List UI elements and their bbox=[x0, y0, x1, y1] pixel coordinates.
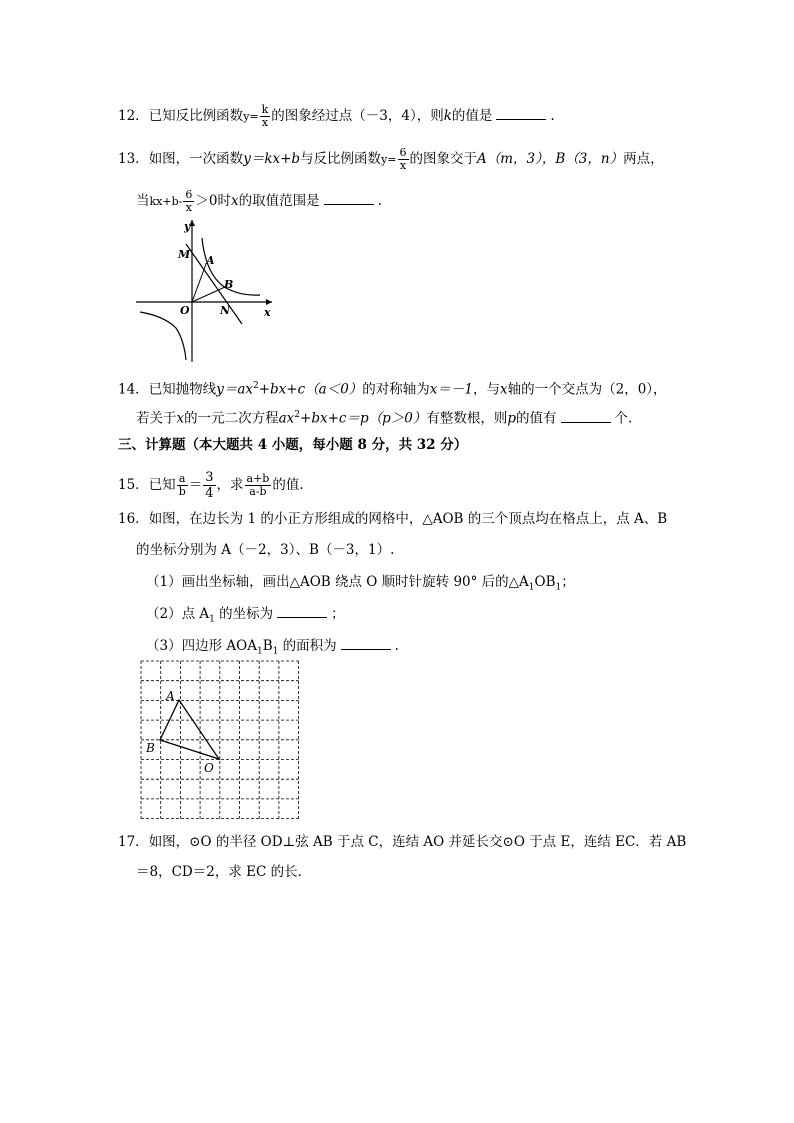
q13-inequality-fraction: $\frac{6}{x}$ bbox=[185, 188, 193, 214]
question-16-part3: （3）四边形 $AOA_1B_1$ 的面积为 . bbox=[146, 638, 399, 657]
triangle-AOB bbox=[160, 700, 219, 759]
question-12: 12．已知反比例函数y= $\frac{k}{x}$ 的图象经过点（－3，4），则k的值是 . bbox=[118, 103, 555, 129]
section-3-heading: 三、计算题（本大题共 4 小题，每小题 8 分，共 32 分） bbox=[118, 437, 468, 453]
q16-grid-figure bbox=[140, 660, 302, 822]
question-13: 13．如图，一次函数y＝kx+b与反比例函数y= $\frac{6}{x}$ 的图象交于A（m，3），B（3，n）两点， bbox=[118, 146, 664, 172]
q13-fraction: $\frac{6}{x}$ bbox=[399, 146, 407, 172]
q12-fraction: $\frac{k}{x}$ bbox=[261, 103, 269, 129]
question-14: 14．已知抛物线$y=ax^2+bx+c(a<0)$的对称轴为x＝－1，与x轴的一个交点为（2，0）， bbox=[118, 381, 667, 398]
label-N: N bbox=[220, 304, 231, 317]
answer-blank[interactable] bbox=[324, 191, 374, 205]
question-16-line2: 的坐标分别为 A（－2，3）、B（－3，1）. bbox=[136, 542, 395, 558]
question-17-line2: ＝8，CD＝2，求 EC 的长. bbox=[136, 864, 302, 880]
label-A: A bbox=[166, 689, 175, 703]
question-15: 15．已知 $\frac{a}{b}$ ＝ $\frac{3}{4}$ ，求 $\frac{a+b}{a-b}$ 的值. bbox=[118, 470, 304, 501]
question-14-line2: 若关于x的一元二次方程$ax^2+bx+c=p(p>0)$有整数根，则p的值有 个. bbox=[136, 410, 633, 427]
answer-blank[interactable] bbox=[277, 604, 327, 618]
question-16-part1: （1）画出坐标轴，画出△AOB 绕点 O 顺时针旋转 90° 后的$\triangle A_1OB_1$； bbox=[146, 574, 575, 593]
answer-blank[interactable] bbox=[341, 636, 391, 650]
label-B: B bbox=[146, 741, 155, 755]
question-17: 17．如图，⊙O 的半径 OD⊥弦 AB 于点 C，连结 AO 并延长交⊙O 于点 E，连结 EC．若 AB bbox=[118, 834, 687, 850]
question-16-part2: （2）点 $A_1$ 的坐标为 ； bbox=[146, 606, 345, 625]
q15-fraction-3-4: $\frac{3}{4}$ bbox=[205, 470, 214, 501]
q12-number: 12． bbox=[118, 108, 149, 124]
answer-blank[interactable] bbox=[561, 409, 611, 423]
hyperbola-branch-3 bbox=[140, 312, 186, 360]
label-B: B bbox=[224, 278, 234, 291]
q15-fraction-a-b: $\frac{a}{b}$ bbox=[178, 472, 186, 498]
label-x: x bbox=[264, 306, 271, 319]
label-O: O bbox=[180, 304, 190, 317]
dashed-grid bbox=[141, 661, 299, 819]
answer-blank[interactable] bbox=[496, 106, 546, 120]
label-M: M bbox=[178, 248, 191, 261]
x-axis-arrow-icon bbox=[266, 299, 272, 305]
label-A: A bbox=[206, 254, 215, 267]
label-y: y bbox=[184, 220, 191, 233]
label-O: O bbox=[204, 761, 214, 775]
question-16: 16．如图，在边长为 1 的小正方形组成的网格中，△AOB 的三个顶点均在格点上，点 A、B bbox=[118, 511, 668, 527]
q15-fraction-target: $\frac{a+b}{a-b}$ bbox=[246, 472, 270, 498]
q13-graph-figure bbox=[136, 216, 276, 364]
question-13-line2: 当kx+b- $\frac{6}{x}$ ＞0时x的取值范围是 . bbox=[136, 188, 382, 214]
